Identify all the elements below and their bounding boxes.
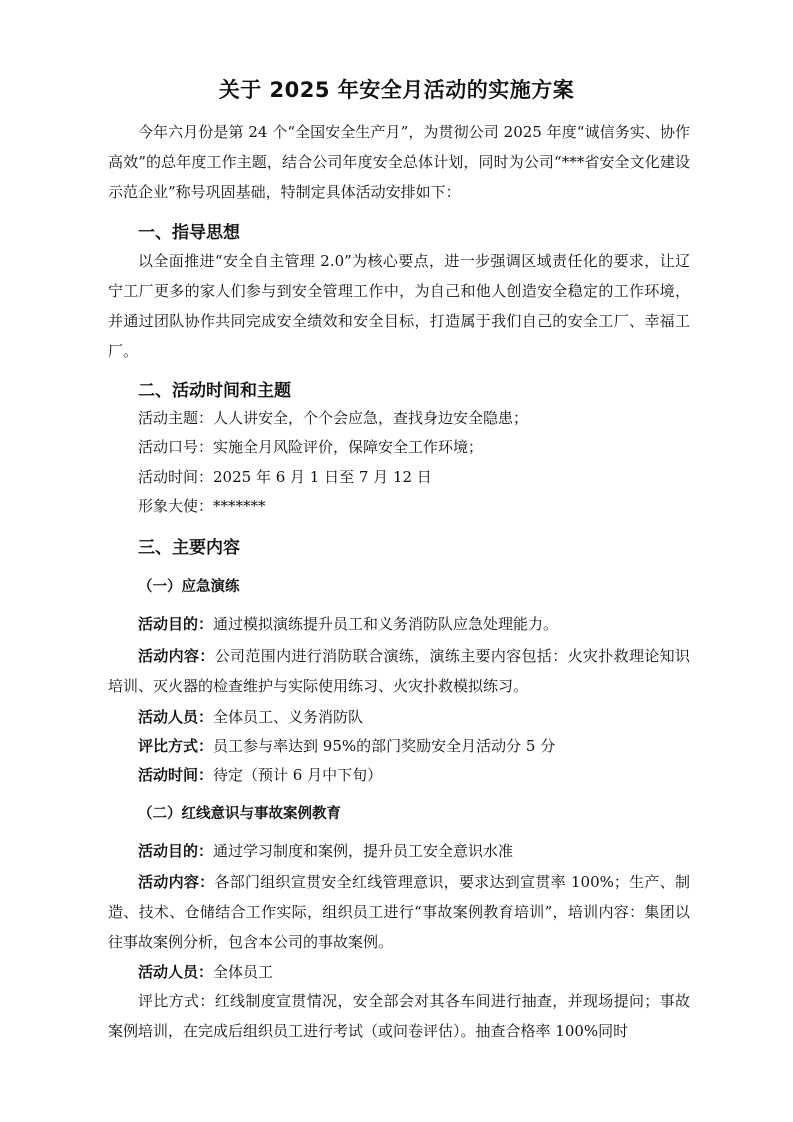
redline-purpose-line [138,836,698,866]
drill-time-text: 待定（预计 6 月中下旬） [213,766,383,784]
drill-people-line [138,702,698,732]
subsection-heading-redline-education: （二）红线意识与事故案例教育 [138,806,341,822]
ambassador-line: 形象大使：******* [138,497,266,515]
redline-content-paragraph [108,867,690,957]
section-heading-time-theme: 二、活动时间和主题 [138,381,291,401]
redline-people-text: 全体员工 [213,963,274,981]
drill-eval-line [138,731,698,761]
intro-paragraph: 今年六月份是第 24 个“全国安全生产月”，为贯彻公司 2025 年度“诚信务实、协作高效”的总年度工作主题，结合公司年度安全总体计划，同时为公司“***省安全文化建设示范企业”称号巩固基础，特制定具体活动安排如下： [108,123,690,201]
redline-purpose-text: 通过学习制度和案例，提升员工安全意识水准 [213,842,514,860]
redline-purpose-label: 活动目的： [138,842,214,860]
guiding-thought-paragraph: 以全面推进“安全自主管理 2.0”为核心要点，进一步强调区域责任化的要求，让辽宁工厂更多的家人们参与到安全管理工作中，为自己和他人创造安全稳定的工作环境，并通过团队协作共同完成安全绩效和安全目标，打造属于我们自己的安全工厂、幸福工厂。 [108,252,690,360]
section-heading-guiding-thought: 一、指导思想 [138,223,240,243]
drill-purpose-label: 活动目的： [138,615,214,633]
drill-time-line [138,760,698,790]
activity-slogan-line: 活动口号：实施全月风险评价，保障安全工作环境； [138,438,484,456]
drill-time-label: 活动时间： [138,766,214,784]
activity-theme-line: 活动主题：人人讲安全，个个会应急，查找身边安全隐患； [138,409,529,427]
activity-time-line: 活动时间：2025 年 6 月 1 日至 7 月 12 日 [138,468,432,486]
drill-eval-text: 员工参与率达到 95%的部门奖励安全月活动分 5 分 [213,737,556,755]
drill-eval-label: 评比方式： [138,737,214,755]
document-title: 关于 2025 年安全月活动的实施方案 [218,78,575,102]
redline-content-text: 各部门组织宣贯安全红线管理意识，要求达到宣贯率 100%；生产、制造、技术、仓储结合工作实际，组织员工进行“事故案例教育培训”，培训内容：集团以往事故案例分析，包含本公司的事故案例。 [108,873,690,951]
subsection-heading-emergency-drill: （一）应急演练 [138,579,240,595]
drill-purpose-text: 通过模拟演练提升员工和义务消防队应急处理能力。 [213,615,559,633]
drill-purpose-line [138,609,698,639]
drill-people-text: 全体员工、义务消防队 [213,708,364,726]
redline-eval-paragraph: 评比方式：红线制度宣贯情况，安全部会对其各车间进行抽查，并现场提问；事故案例培训，在完成后组织员工进行考试（或问卷评估）。抽查合格率 100%同时 [108,992,690,1040]
redline-people-line [138,957,698,987]
redline-people-label: 活动人员： [138,963,214,981]
drill-content-label: 活动内容： [138,647,215,665]
redline-content-label: 活动内容： [138,873,215,891]
drill-content-text: 公司范围内进行消防联合演练，演练主要内容包括：火灾扑救理论知识培训、灭火器的检查维护与实际使用练习、火灾扑救模拟练习。 [108,647,690,695]
drill-people-label: 活动人员： [138,708,214,726]
drill-content-paragraph [108,641,690,701]
section-heading-main-content: 三、主要内容 [138,538,240,558]
